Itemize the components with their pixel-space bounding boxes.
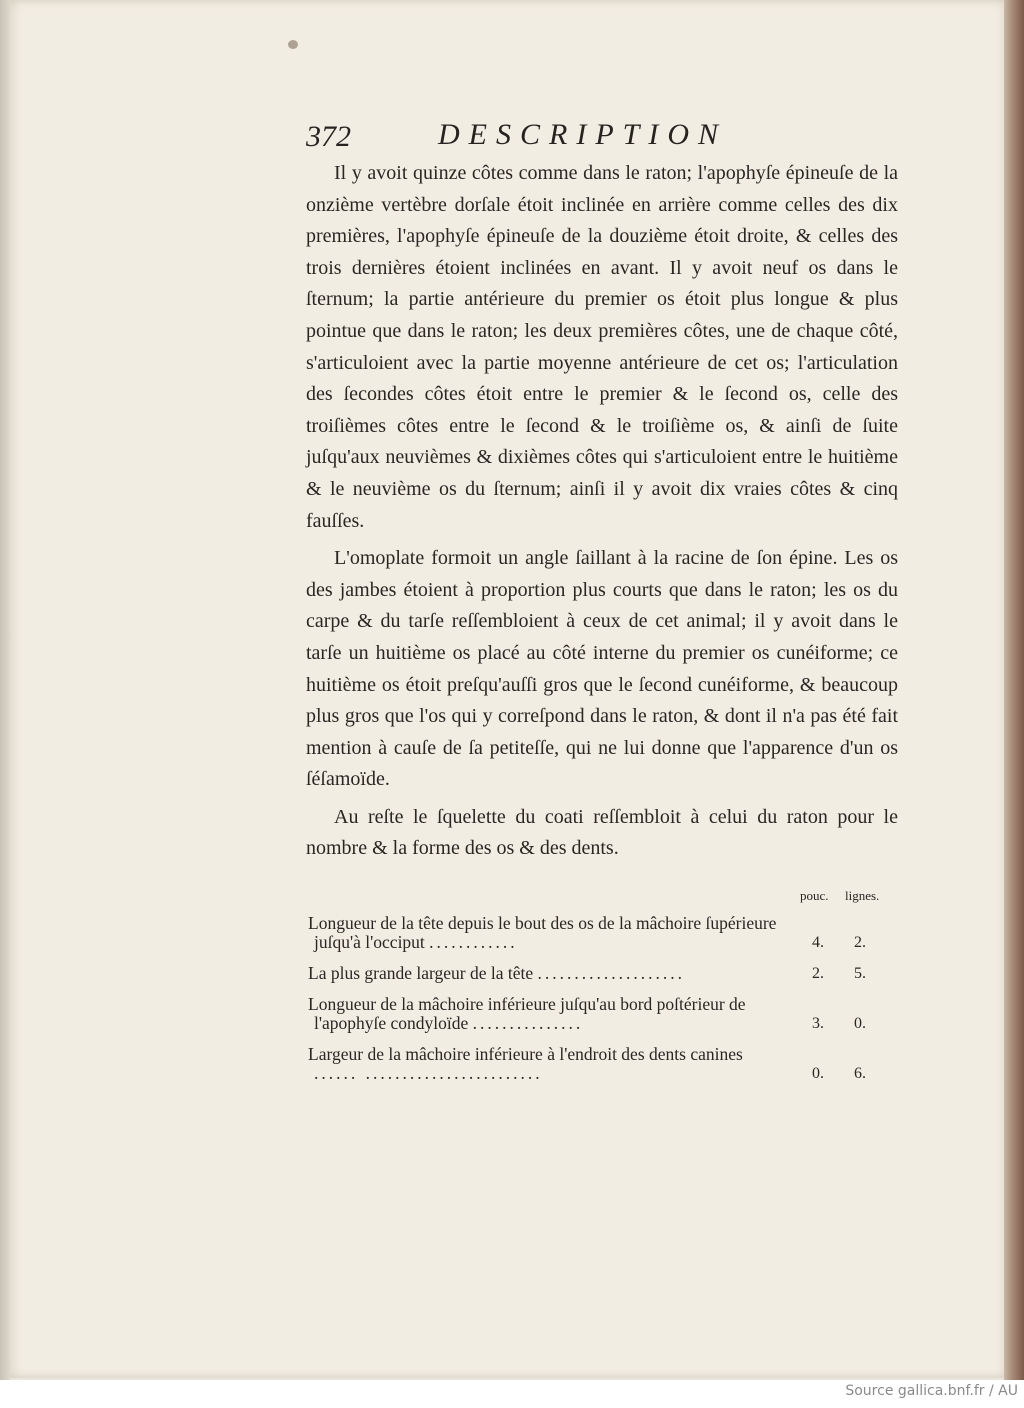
measurements-header [308,888,898,914]
measurement-pouces: 2. [812,965,824,982]
measurement-row [308,914,898,952]
measurement-label: La plus grande largeur de la tête [308,963,534,983]
leader-dots: .................... [537,963,686,983]
paragraph: L'omoplate formoit un angle ſaillant à la racine de ſon épine. Les os des jambes étoient à proportion plus courts que dans le raton; les os du carpe & du tarſe reſſembloient à ceux de cet animal; il y avoit dans le tarſe un huitième os placé au côté interne du premier os cunéiforme; ce huitième os étoit preſqu'auſſi gros que le ſecond cunéiforme, & beaucoup plus gros que l'os qui y correſpond dans le raton, & dont il n'a pas été fait mention à cauſe de ſa petiteſſe, qui ne lui donne que l'apparence d'un os ſéſamoïde. [306,547,898,791]
body-text [306,158,898,871]
measurement-lignes: 2. [854,934,866,951]
measurements-table [308,888,898,1095]
leader-dots: ...... ........................ [314,1063,543,1083]
measurement-lignes: 5. [854,965,866,982]
leader-dots: ............ [429,932,518,952]
leader-dots: ............... [472,1013,584,1033]
paper-stain [288,40,298,49]
measurement-pouces: 4. [812,934,824,951]
measurement-label: Longueur de la mâchoire inférieure juſqu'au bord poſtérieur de l'apophyſe condyloïde [308,994,746,1033]
measurement-lignes: 6. [854,1065,866,1082]
measurement-row [308,1045,898,1083]
measurement-label: Largeur de la mâchoire inférieure à l'endroit des dents canines [308,1044,743,1064]
measurement-row [308,995,898,1033]
column-header-lignes: lignes. [845,888,880,903]
page-number: 372 [306,120,351,153]
book-cover-edge [1004,0,1024,1380]
measurement-label: Longueur de la tête depuis le bout des os de la mâchoire ſupérieure juſqu'à l'occiput [308,913,777,952]
paragraph: Il y avoit quinze côtes comme dans le raton; l'apophyſe épineuſe de la onzième vertèbre dorſale étoit inclinée en arrière comme celles des dix premières, l'apophyſe épineuſe de la douzième étoit droite, & celles des trois dernières étoient inclinées en avant. Il y avoit neuf os dans le ſternum; la partie antérieure du premier os étoit plus longue & plus pointue que dans le raton; les deux premières côtes, une de chaque côté, s'articuloient avec la partie moyenne antérieure de cet os; l'articulation des ſecondes côtes étoit entre le premier & le ſecond os, celle des troiſièmes côtes entre le ſecond & le troiſième os, & ainſi de ſuite juſqu'aux neuvièmes & dixièmes côtes qui s'articuloient entre le huitième & le neuvième os du ſternum; ainſi il y avoit dix vraies côtes & cinq fauſſes. [306,162,898,532]
measurement-pouces: 0. [812,1065,824,1082]
running-title: DESCRIPTION [438,118,727,151]
page-header [306,118,906,162]
source-credit: Source gallica.bnf.fr / AU [845,1383,1018,1399]
measurement-lignes: 0. [854,1015,866,1032]
measurement-pouces: 3. [812,1015,824,1032]
column-header-pouces: pouc. [800,888,829,903]
scan-left-edge [0,0,10,1380]
measurement-row [308,964,898,983]
paragraph: Au reſte le ſquelette du coati reſſembloit à celui du raton pour le nombre & la forme des os & des dents. [306,805,898,860]
